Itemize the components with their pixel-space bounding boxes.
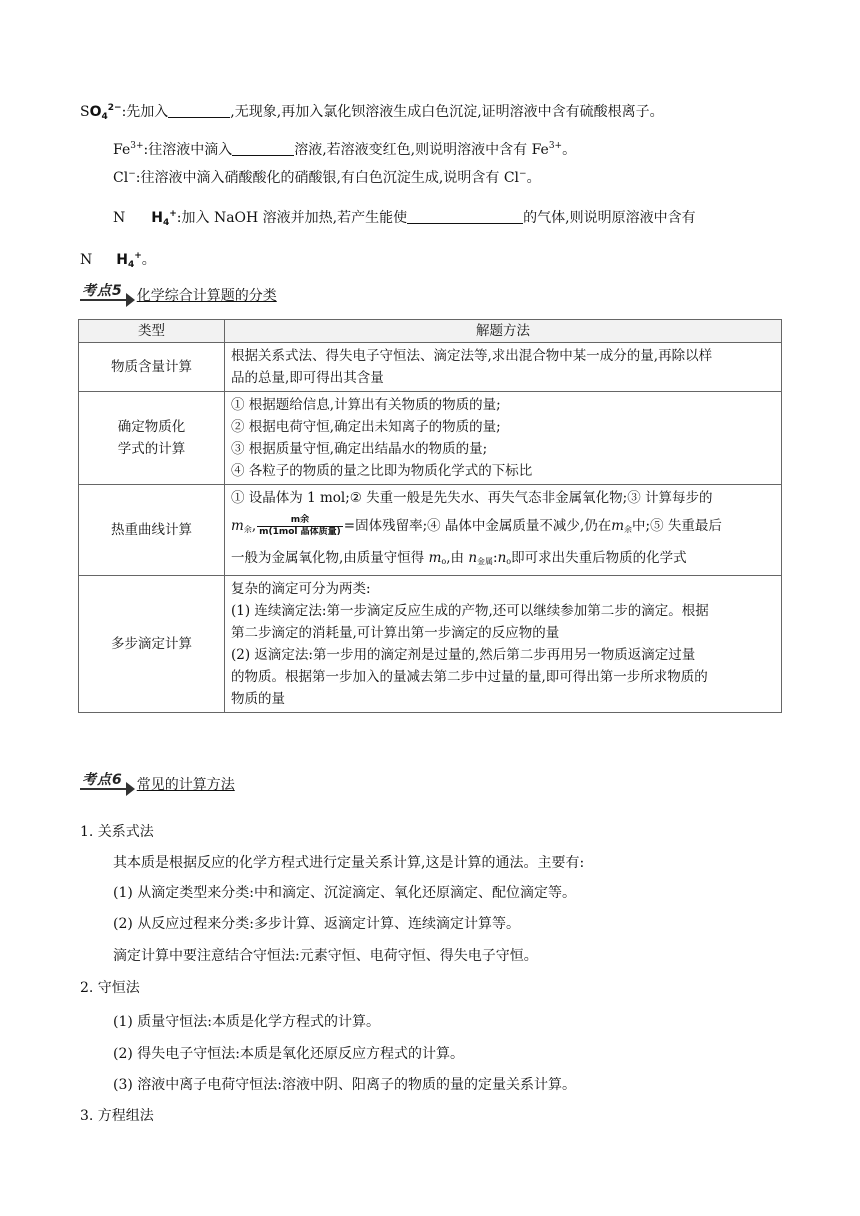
calc-classification-table [78, 319, 782, 713]
table-header-row [79, 320, 782, 343]
arrow-icon [126, 782, 135, 796]
nh4-line: N $H_4^+$:加入 NaOH 溶液并加热,若产生能使 的气体,则说明原溶液中含有 [113, 209, 696, 228]
list-item: (2) 得失电子守恒法:本质是氧化还原反应方程式的计算。 [113, 1046, 464, 1062]
list-item: (3) 溶液中离子电荷守恒法:溶液中阴、阳离子的物质的量的定量关系计算。 [113, 1077, 576, 1093]
kaodian5-title: 化学综合计算题的分类 [136, 288, 277, 304]
table-row [79, 392, 782, 485]
paragraph: 其本质是根据反应的化学方程式进行定量关系计算,这是计算的通法。主要有: [113, 855, 585, 871]
fe3-blank[interactable] [232, 141, 294, 156]
kaodian6-header [80, 772, 235, 793]
residue-fraction: $\frac{\text{m余}}{\text{m(1mol 晶体质量)}}$ [259, 515, 341, 537]
paragraph: 滴定计算中要注意结合守恒法:元素守恒、电荷守恒、得失电子守恒。 [113, 948, 538, 964]
list-item: (2) 从反应过程来分类:多步计算、返滴定计算、连续滴定计算等。 [113, 916, 520, 932]
table-header: 解题方法 [225, 320, 782, 343]
table-header: 类型 [79, 320, 225, 343]
kaodian6-title: 常见的计算方法 [136, 777, 235, 793]
so4-text-a: :先加入 [121, 104, 169, 120]
table-cell-type: 热重曲线计算 [79, 485, 225, 576]
kaodian6-badge: 考点6 [80, 772, 127, 790]
table-row [79, 343, 782, 392]
table-cell-method: 复杂的滴定可分为两类: (1) 连续滴定法:第一步滴定反应生成的产物,还可以继续参加第二步的滴定。根据 第二步滴定的消耗量,可计算出第一步滴定的反应物的量 (2) 返滴定法:第一步用的滴定剂是过量的,然后第二步再用另一物质返滴定过量 的物质。根据第一步加入的量减去第二步中过量的量,即可得出第一步所求物质的 物质的量 [225, 576, 782, 713]
arrow-icon [126, 293, 135, 307]
table-cell-method: ① 根据题给信息,计算出有关物质的物质的量; ② 根据电荷守恒,确定出未知离子的物质的量; ③ 根据质量守恒,确定出结晶水的物质的量; ④ 各粒子的物质的量之比即为物质化学式的下标比 [225, 392, 782, 485]
table-row [79, 485, 782, 576]
cl-line: Cl−:往溶液中滴入硝酸酸化的硝酸银,有白色沉淀生成,说明含有 Cl−。 [113, 169, 541, 186]
nh4-blank[interactable] [407, 209, 523, 224]
so4-blank[interactable] [168, 103, 230, 118]
table-cell-type: 多步滴定计算 [79, 576, 225, 713]
section-heading: 2. 守恒法 [80, 980, 140, 996]
kaodian5-badge: 考点5 [80, 283, 127, 301]
list-item: (1) 质量守恒法:本质是化学方程式的计算。 [113, 1014, 380, 1030]
fe3-line: $Fe^{3+}$:往溶液中滴入 溶液,若溶液变红色,则说明溶液中含有 $Fe^{3+}$。 [113, 141, 577, 158]
list-item: (1) 从滴定类型来分类:中和滴定、沉淀滴定、氧化还原滴定、配位滴定等。 [113, 885, 576, 901]
table-cell-type: 物质含量计算 [79, 343, 225, 392]
so4-text-b: ,无现象,再加入氯化钡溶液生成白色沉淀,证明溶液中含有硫酸根离子。 [230, 104, 664, 120]
nh4-formula: $H_4^+$ [151, 209, 177, 228]
section-heading: 3. 方程组法 [80, 1108, 154, 1124]
table-cell-type: 确定物质化 学式的计算 [79, 392, 225, 485]
so4-prefix: S [80, 104, 90, 120]
nh4-end-line: N $H_4^+$。 [80, 251, 156, 270]
table-cell-method: 根据关系式法、得失电子守恒法、滴定法等,求出混合物中某一成分的量,再除以样 品的总量,即可得出其含量 [225, 343, 782, 392]
section-heading: 1. 关系式法 [80, 824, 154, 840]
kaodian5-header [80, 283, 277, 304]
so4-formula: $O_4^{2-}$ [89, 103, 122, 122]
table-row [79, 576, 782, 713]
table-cell-method: ① 设晶体为 1 mol;② 失重一般是先失水、再失气态非金属氧化物;③ 计算每步的 m余, $\frac{\text{m余}}{\text{m(1mol 晶体质量)}}$ =固体残留率;④ 晶体中金属质量不减少,仍在m余中;⑤ 失重最后 一般为金属氧化物,由质量守恒得 mo,由 n金属:no即可求出失重后物质的化学式 [225, 485, 782, 576]
so4-line [80, 98, 664, 127]
